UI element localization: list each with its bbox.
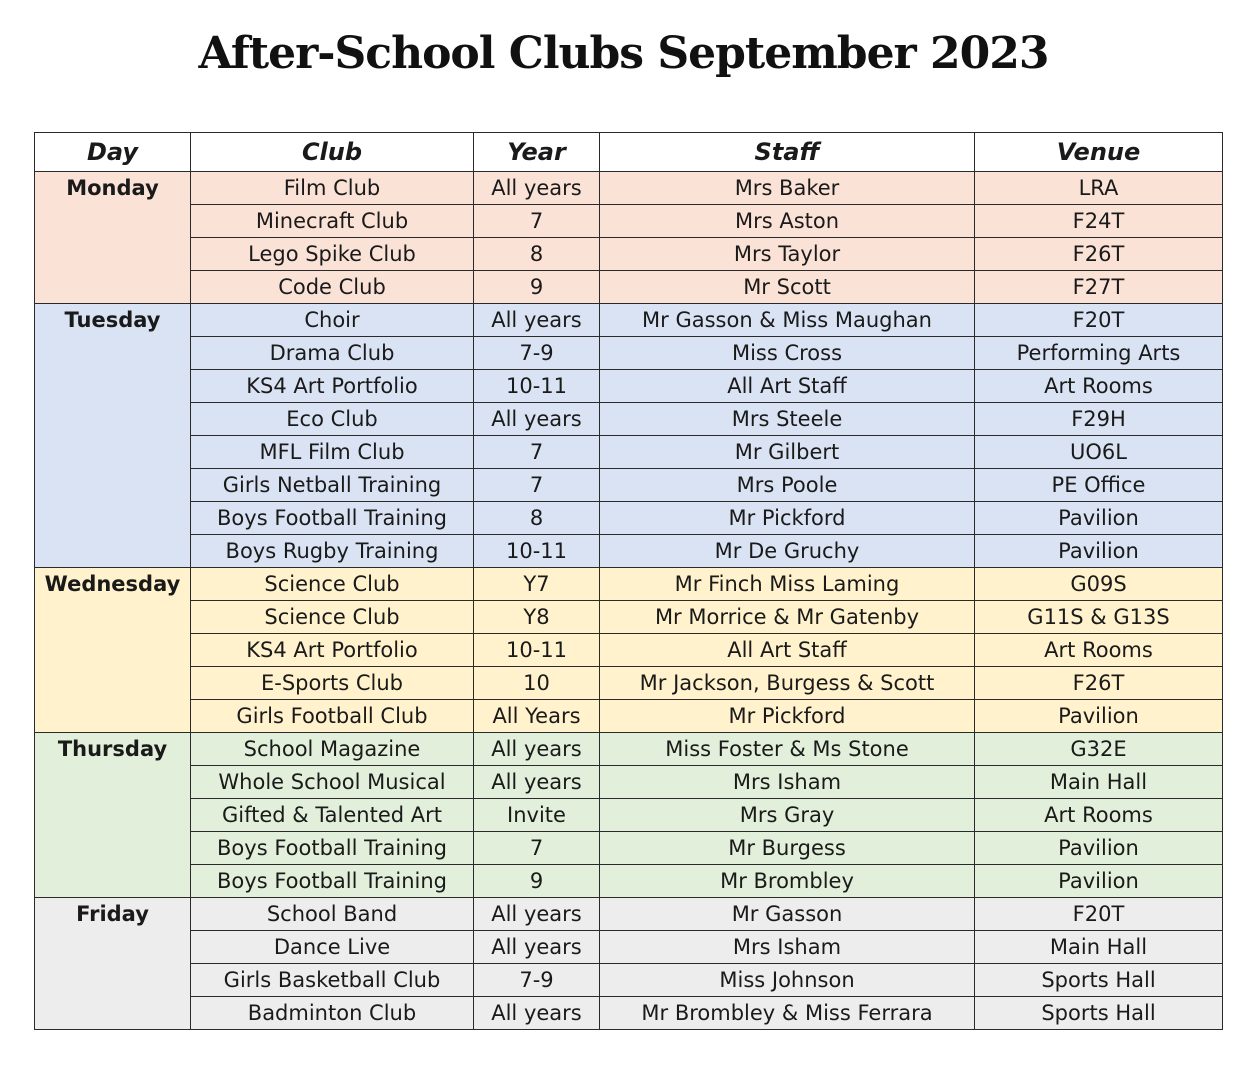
venue-cell: Art Rooms [975, 370, 1223, 403]
page-title: After-School Clubs September 2023 [198, 28, 1049, 79]
staff-cell: Mr Jackson, Burgess & Scott [600, 667, 975, 700]
year-cell: All years [474, 172, 600, 205]
year-cell: 10-11 [474, 634, 600, 667]
year-cell: All years [474, 304, 600, 337]
venue-cell: Sports Hall [975, 997, 1223, 1030]
staff-cell: Mr Morrice & Mr Gatenby [600, 601, 975, 634]
venue-cell: PE Office [975, 469, 1223, 502]
year-cell: 10-11 [474, 370, 600, 403]
club-cell: Boys Rugby Training [191, 535, 474, 568]
year-cell: All years [474, 403, 600, 436]
year-cell: 9 [474, 271, 600, 304]
table-row [35, 832, 1223, 865]
venue-cell: Sports Hall [975, 964, 1223, 997]
staff-cell: Mr Pickford [600, 502, 975, 535]
venue-cell: Performing Arts [975, 337, 1223, 370]
year-cell: 7 [474, 832, 600, 865]
clubs-table-body [35, 172, 1223, 1030]
header-day: Day [35, 133, 191, 172]
venue-cell: Art Rooms [975, 799, 1223, 832]
year-cell: Invite [474, 799, 600, 832]
venue-cell: Main Hall [975, 931, 1223, 964]
table-row [35, 535, 1223, 568]
staff-cell: Miss Foster & Ms Stone [600, 733, 975, 766]
venue-cell: G09S [975, 568, 1223, 601]
club-cell: Dance Live [191, 931, 474, 964]
venue-cell: Pavilion [975, 700, 1223, 733]
club-cell: Gifted & Talented Art [191, 799, 474, 832]
day-cell: Wednesday [35, 568, 191, 733]
table-row [35, 766, 1223, 799]
staff-cell: Mrs Poole [600, 469, 975, 502]
club-cell: Whole School Musical [191, 766, 474, 799]
header-year: Year [474, 133, 600, 172]
year-cell: 7 [474, 469, 600, 502]
club-cell: KS4 Art Portfolio [191, 370, 474, 403]
table-row [35, 271, 1223, 304]
staff-cell: Mrs Isham [600, 931, 975, 964]
staff-cell: Mrs Steele [600, 403, 975, 436]
year-cell: All years [474, 766, 600, 799]
year-cell: All years [474, 997, 600, 1030]
year-cell: 7 [474, 205, 600, 238]
year-cell: All years [474, 733, 600, 766]
club-cell: Girls Basketball Club [191, 964, 474, 997]
table-row [35, 931, 1223, 964]
year-cell: 10-11 [474, 535, 600, 568]
venue-cell: Pavilion [975, 535, 1223, 568]
table-row [35, 337, 1223, 370]
venue-cell: F29H [975, 403, 1223, 436]
venue-cell: F27T [975, 271, 1223, 304]
club-cell: KS4 Art Portfolio [191, 634, 474, 667]
table-row [35, 865, 1223, 898]
year-cell: 7 [474, 436, 600, 469]
clubs-table [34, 132, 1223, 1030]
staff-cell: Mr Gasson & Miss Maughan [600, 304, 975, 337]
club-cell: Boys Football Training [191, 865, 474, 898]
table-row [35, 667, 1223, 700]
table-row [35, 898, 1223, 931]
venue-cell: F20T [975, 304, 1223, 337]
header-venue: Venue [975, 133, 1223, 172]
venue-cell: Pavilion [975, 832, 1223, 865]
year-cell: 8 [474, 238, 600, 271]
club-cell: Science Club [191, 601, 474, 634]
club-cell: Badminton Club [191, 997, 474, 1030]
staff-cell: Mr Brombley & Miss Ferrara [600, 997, 975, 1030]
header-club: Club [191, 133, 474, 172]
venue-cell: Pavilion [975, 865, 1223, 898]
table-row [35, 436, 1223, 469]
staff-cell: Mr Gilbert [600, 436, 975, 469]
day-cell: Monday [35, 172, 191, 304]
day-cell: Friday [35, 898, 191, 1030]
table-row [35, 964, 1223, 997]
table-row [35, 502, 1223, 535]
header-staff: Staff [600, 133, 975, 172]
venue-cell: Pavilion [975, 502, 1223, 535]
table-row [35, 634, 1223, 667]
table-row [35, 304, 1223, 337]
staff-cell: Mrs Isham [600, 766, 975, 799]
club-cell: Film Club [191, 172, 474, 205]
staff-cell: Mrs Gray [600, 799, 975, 832]
year-cell: All Years [474, 700, 600, 733]
venue-cell: G32E [975, 733, 1223, 766]
club-cell: Boys Football Training [191, 502, 474, 535]
year-cell: 7-9 [474, 964, 600, 997]
venue-cell: F26T [975, 238, 1223, 271]
table-row [35, 469, 1223, 502]
venue-cell: F26T [975, 667, 1223, 700]
club-cell: Boys Football Training [191, 832, 474, 865]
club-cell: Code Club [191, 271, 474, 304]
day-cell: Thursday [35, 733, 191, 898]
header-row [35, 133, 1223, 172]
club-cell: Girls Football Club [191, 700, 474, 733]
year-cell: Y7 [474, 568, 600, 601]
club-cell: Minecraft Club [191, 205, 474, 238]
year-cell: Y8 [474, 601, 600, 634]
club-cell: Girls Netball Training [191, 469, 474, 502]
staff-cell: Mr Pickford [600, 700, 975, 733]
table-row [35, 205, 1223, 238]
club-cell: MFL Film Club [191, 436, 474, 469]
table-row [35, 601, 1223, 634]
staff-cell: Miss Cross [600, 337, 975, 370]
table-row [35, 172, 1223, 205]
year-cell: All years [474, 898, 600, 931]
club-cell: Drama Club [191, 337, 474, 370]
venue-cell: UO6L [975, 436, 1223, 469]
year-cell: 10 [474, 667, 600, 700]
staff-cell: Mr Finch Miss Laming [600, 568, 975, 601]
staff-cell: Mr Burgess [600, 832, 975, 865]
table-row [35, 700, 1223, 733]
staff-cell: Mr Brombley [600, 865, 975, 898]
venue-cell: F20T [975, 898, 1223, 931]
table-row [35, 997, 1223, 1030]
year-cell: 7-9 [474, 337, 600, 370]
club-cell: School Band [191, 898, 474, 931]
table-row [35, 370, 1223, 403]
table-row [35, 403, 1223, 436]
venue-cell: F24T [975, 205, 1223, 238]
club-cell: School Magazine [191, 733, 474, 766]
staff-cell: Miss Johnson [600, 964, 975, 997]
day-cell: Tuesday [35, 304, 191, 568]
staff-cell: Mrs Baker [600, 172, 975, 205]
table-row [35, 733, 1223, 766]
club-cell: Science Club [191, 568, 474, 601]
club-cell: Eco Club [191, 403, 474, 436]
table-row [35, 238, 1223, 271]
year-cell: 9 [474, 865, 600, 898]
venue-cell: G11S & G13S [975, 601, 1223, 634]
staff-cell: All Art Staff [600, 634, 975, 667]
staff-cell: Mr Scott [600, 271, 975, 304]
venue-cell: LRA [975, 172, 1223, 205]
year-cell: 8 [474, 502, 600, 535]
venue-cell: Art Rooms [975, 634, 1223, 667]
table-row [35, 799, 1223, 832]
club-cell: Lego Spike Club [191, 238, 474, 271]
staff-cell: Mrs Taylor [600, 238, 975, 271]
venue-cell: Main Hall [975, 766, 1223, 799]
staff-cell: Mrs Aston [600, 205, 975, 238]
club-cell: E-Sports Club [191, 667, 474, 700]
staff-cell: Mr De Gruchy [600, 535, 975, 568]
club-cell: Choir [191, 304, 474, 337]
staff-cell: Mr Gasson [600, 898, 975, 931]
staff-cell: All Art Staff [600, 370, 975, 403]
year-cell: All years [474, 931, 600, 964]
table-row [35, 568, 1223, 601]
